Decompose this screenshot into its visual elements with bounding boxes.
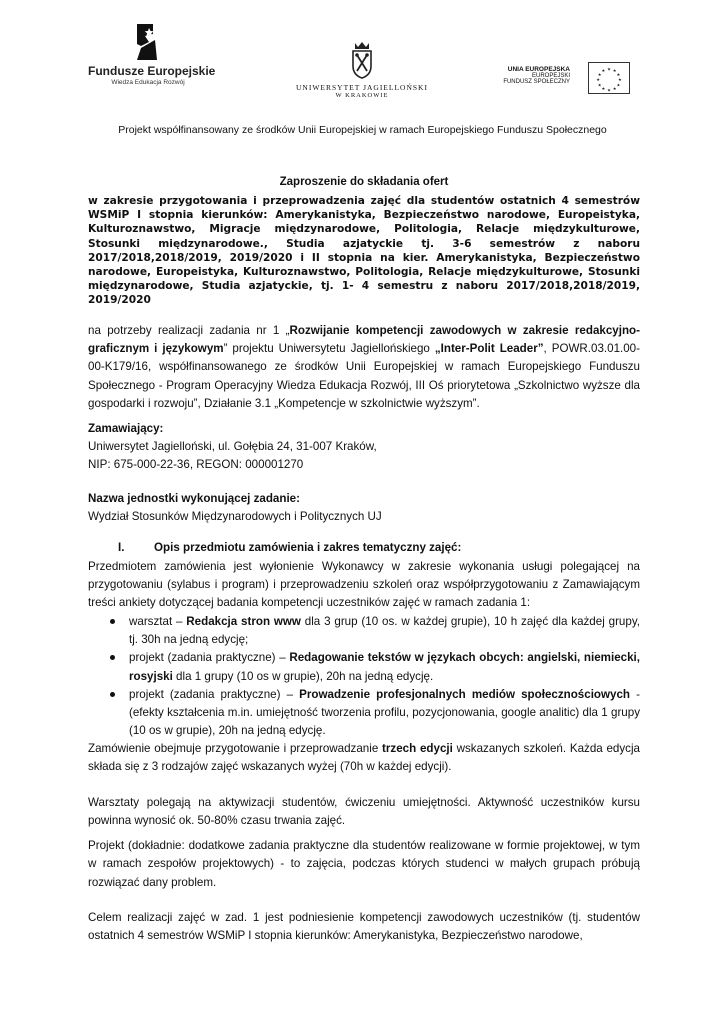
- list-item-post: dla 1 grupy (10 os w grupie), 20h na jedną edycję.: [172, 669, 434, 683]
- list-item-pre: projekt (zadania praktyczne) –: [129, 651, 290, 665]
- intro-project-name: „Inter-Polit Leader”: [434, 342, 544, 356]
- eu-logo-line2: EUROPEJSKI: [531, 73, 570, 79]
- svg-text:★: ★: [596, 77, 601, 83]
- ordering-ids: NIP: 675-000-22-36, REGON: 000001270: [88, 458, 304, 471]
- unit-label: Nazwa jednostki wykonującej zadanie:: [88, 492, 300, 505]
- svg-text:★: ★: [607, 66, 611, 72]
- ordering-address: Uniwersytet Jagielloński, ul. Gołębia 24, 31-007 Kraków,: [88, 440, 377, 453]
- eu-flag-icon: [588, 62, 630, 94]
- svg-text:★: ★: [601, 68, 606, 73]
- list-item: [108, 613, 640, 649]
- ordering-party: [88, 420, 640, 474]
- editions-paragraph: [88, 740, 640, 777]
- list-item: [108, 649, 640, 685]
- list-item: [108, 686, 640, 741]
- fe-logo-name: Fundusze Europejskie: [88, 64, 216, 78]
- unia-europejska-logo: [488, 62, 630, 96]
- section-1-title: Opis przedmiotu zamówienia i zakres tematyczny zajęć:: [154, 541, 462, 554]
- svg-text:★: ★: [607, 87, 611, 93]
- eu-logo-line3: FUNDUSZ SPOŁECZNY: [503, 79, 570, 85]
- list-item-pre: projekt (zadania praktyczne) –: [129, 687, 300, 701]
- list-item-post: dla 3 grup (10 os. w każdej grupie), 10 h zajęć dla każdej grupy, tj. 30h na jedną edycję;: [129, 615, 640, 647]
- uj-logo-name: UNIWERSYTET JAGIELLOŃSKI: [296, 83, 428, 92]
- document-title: Zaproszenie do składania ofert: [279, 176, 449, 188]
- editions-bold: trzech edycji: [382, 742, 453, 755]
- svg-text:★: ★: [612, 68, 617, 73]
- editions-post: wskazanych szkoleń. Każda edycja składa się z 3 rodzajów zajęć wskazanych wyżej (70h w każdej edycji).: [88, 742, 640, 774]
- svg-text:★: ★: [617, 77, 622, 83]
- editions-pre: Zamówienie obejmuje przygotowanie i przeprowadzanie: [88, 742, 383, 755]
- cofinancing-note: Projekt współfinansowany ze środków Unii Europejskiej w ramach Europejskiego Funduszu Społecznego: [118, 124, 607, 136]
- intro-task-name: Rozwijanie kompetencji zawodowych w zakresie redakcyjno-graficznym i językowym: [88, 324, 640, 356]
- intro-paragraph: [88, 322, 640, 413]
- list-item-title: Redakcja stron www: [186, 615, 301, 628]
- intro-part2: ” projektu Uniwersytetu Jagiellońskiego: [223, 342, 435, 356]
- list-item-pre: warsztat –: [129, 615, 187, 628]
- intro-part3: , POWR.03.01.00-00-K179/16, współfinansowanego ze środków Unii Europejskiej w ramach Europejskiego Funduszu Społecznego - Program Operacyjny Wiedza Edukacja Rozwój, III Oś priorytetowa „Szkolnictwo wyższe dla gospodarki i rozwoju”, Działanie 3.1 „Kompetencje w szkolnictwie wyższym”.: [88, 342, 640, 410]
- document-subject: w zakresie przygotowania i przeprowadzenia zajęć dla studentów ostatnich 4 semestrów WSMiP I stopnia kierunków: Amerykanistyka, Bezpieczeństwo narodowe, Europeistyka, Kulturoznawstwo, Migracje międzynarodowe, Politologia, Relacje międzykulturowe, Stosunki międzynarodowe., Studia azjatyckie tj. 3-6 semestrów z naboru 2017/2018,2018/2019, 2019/2020 i II stopnia na kier. Amerykanistyka, Bezpieczeństwo narodowe, Europeistyka, Kulturoznawstwo, Politologia, Relacje międzykulturowe, Stosunki międzynarodowe, Studia azjatyckie, tj. 1- 4 semestru z naboru 2017/2018,2018/2019, 2019/2020: [88, 195, 640, 307]
- workshops-paragraph: Warsztaty polegają na aktywizacji studentów, ćwiczeniu umiejętności. Aktywność uczestników kursu powinna wynosić ok. 50-80% czasu trwania zajęć.: [88, 796, 640, 828]
- ordering-label: Zamawiający:: [88, 422, 164, 435]
- intro-part1: na potrzeby realizacji zadania nr 1 „: [88, 324, 290, 337]
- course-list: [108, 613, 640, 740]
- fe-star-icon: [135, 22, 161, 62]
- project-paragraph: Projekt (dokładnie: dodatkowe zadania praktyczne dla studentów realizowane w formie projektowej, w tym w ramach zespołów projektowych) - to zajęcia, podczas których studenci w małych grupach próbują rozwiązać dany problem.: [88, 839, 640, 889]
- svg-text:★: ★: [601, 86, 606, 92]
- goal-paragraph: Celem realizacji zajęć w zad. 1 jest podniesienie kompetencji zawodowych uczestników (tj. studentów ostatnich 4 semestrów WSMiP I stopnia kierunków: Amerykanistyka, Bezpieczeństwo narodowe,: [88, 911, 640, 943]
- fundusze-europejskie-logo: [88, 22, 216, 102]
- list-item-post: - (efekty kształcenia m.in. umiejętność tworzenia profilu, pozycjonowania, google analitic) dla 1 grupy (10 os w grupie), 20h na jedną edycję.: [129, 687, 640, 738]
- svg-text:★: ★: [597, 71, 602, 77]
- uj-logo-city: W KRAKOWIE: [335, 92, 389, 99]
- section-1-number: I.: [118, 541, 125, 554]
- list-item-title: Prowadzenie profesjonalnych mediów społecznościowych: [299, 687, 630, 701]
- unit-value: Wydział Stosunków Międzynarodowych i Politycznych UJ: [88, 510, 382, 523]
- svg-text:★: ★: [612, 86, 617, 92]
- section-1-text: Przedmiotem zamówienia jest wyłonienie Wykonawcy w zakresie wykonania usługi polegającej na przygotowaniu (sylabus i program) i przeprowadzeniu szkoleń oraz współprzygotowaniu z Zamawiającym treści ankiety dotyczącej badania kompetencji uczestników zajęć w ramach zadania 1:: [88, 560, 640, 610]
- uj-crest-icon: [349, 40, 375, 80]
- executing-unit: [88, 490, 640, 526]
- eu-logo-text: [503, 66, 570, 85]
- svg-text:★: ★: [597, 82, 602, 88]
- list-item-title: Redagowanie tekstów w językach obcych: angielski, niemiecki, rosyjski: [129, 651, 640, 683]
- svg-text:★: ★: [616, 71, 621, 77]
- fe-logo-subtitle: Wiedza Edukacja Rozwój: [111, 79, 185, 86]
- section-1-heading: [118, 541, 461, 554]
- uniwersytet-jagiellonski-logo: [292, 40, 432, 99]
- eu-logo-line1: UNIA EUROPEJSKA: [507, 66, 570, 73]
- svg-text:★: ★: [616, 82, 621, 88]
